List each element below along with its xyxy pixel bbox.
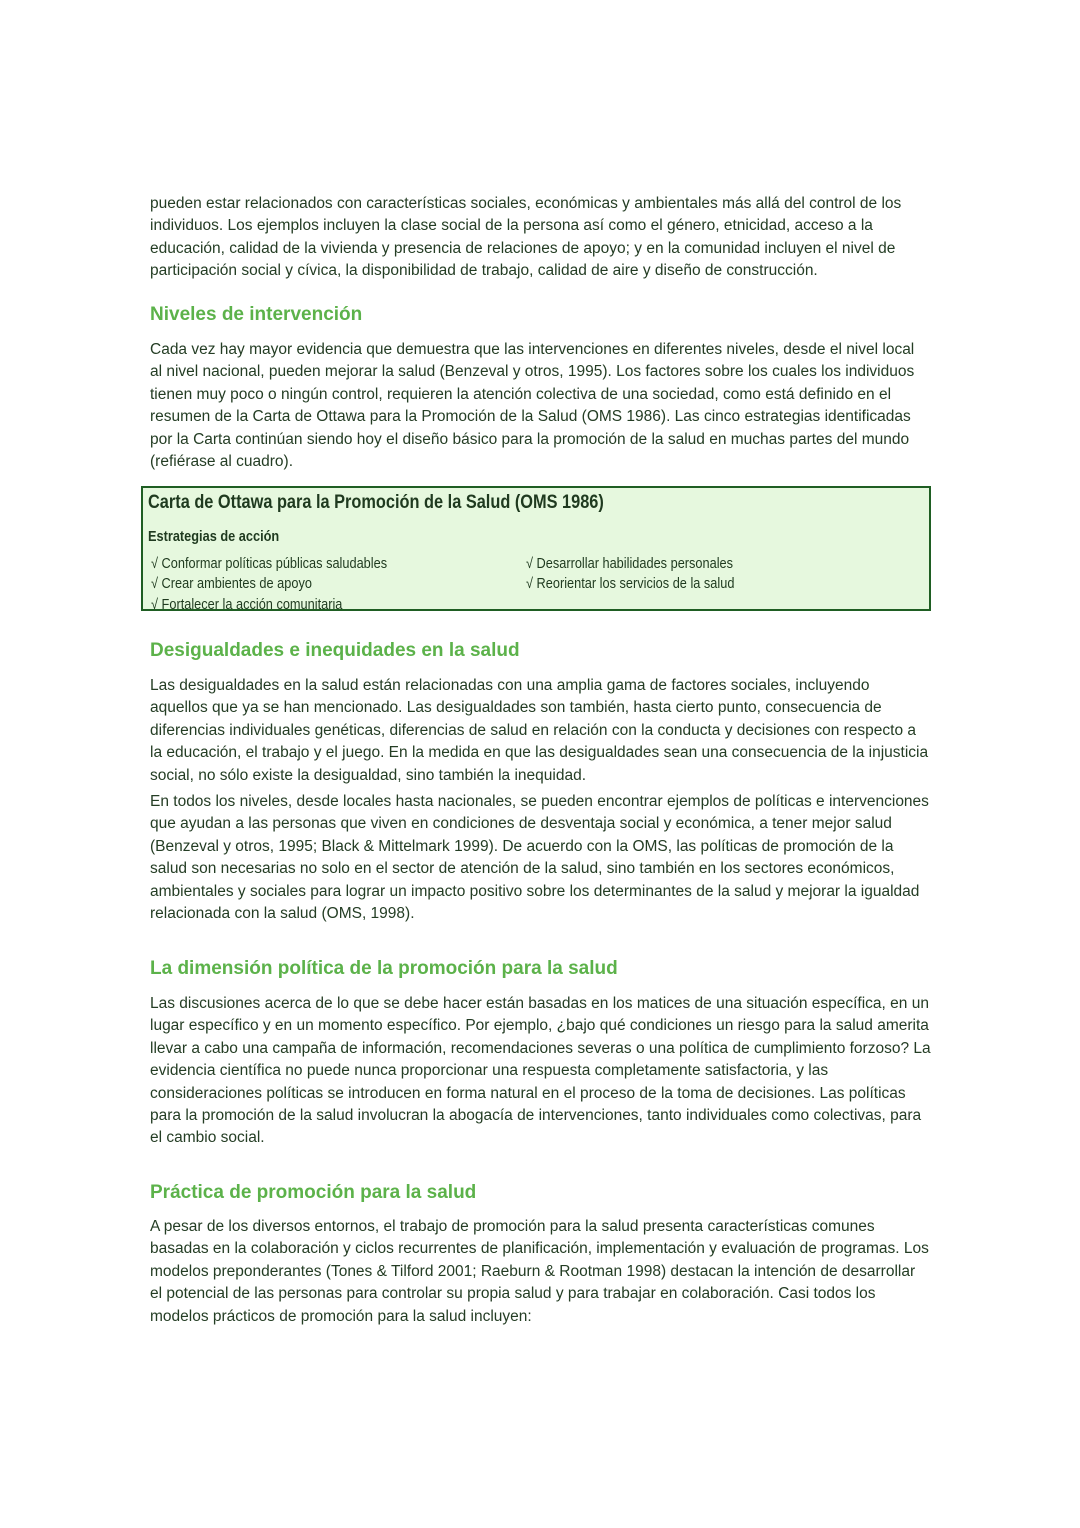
box-subtitle: Estrategias de acción bbox=[148, 529, 280, 545]
paragraph-politica: Las discusiones acerca de lo que se debe hacer están basadas en los matices de una situación específica, en un lugar específico y en un momento específico. Por ejemplo, ¿bajo qué condiciones un riesgo para la salud amerita llevar a cabo una campaña de información, recomendaciones severas o una política de cumplimiento forzoso? La evidencia científica no puede nunca proporcionar una respuesta completamente satisfactoria, y las consideraciones políticas se introducen en forma natural en el proceso de la toma de decisiones. Las políticas para la promoción de la salud involucran la abogacía de intervenciones, tanto individuales como colectivas, para el cambio social. bbox=[150, 995, 931, 1147]
heading-practica: Práctica de promoción para la salud bbox=[150, 1182, 477, 1203]
box-item: √ Fortalecer la acción comunitaria bbox=[151, 597, 343, 613]
paragraph-practica: A pesar de los diversos entornos, el trabajo de promoción para la salud presenta características comunes basadas en la colaboración y ciclos recurrentes de planificación, implementación y evaluación de programas. Los modelos preponderantes (Tones & Tilford 2001; Raeburn & Rootman 1998) destacan la intención de desarrollar el potencial de las personas para controlar su propia salud y para trabajar en colaboración. Casi todos los modelos prácticos de promoción para la salud incluyen: bbox=[150, 1218, 929, 1325]
intro-paragraph: pueden estar relacionados con características sociales, económicas y ambientales más allá del control de los individuos. Los ejemplos incluyen la clase social de la persona así como el género, etnicidad, acceso a la educación, calidad de la vivienda y presencia de relaciones de apoyo; y en la comunidad incluyen el nivel de participación social y cívica, la disponibilidad de trabajo, calidad de aire y diseño de construcción. bbox=[150, 195, 902, 280]
box-item: √ Reorientar los servicios de la salud bbox=[526, 576, 735, 592]
heading-politica: La dimensión política de la promoción para la salud bbox=[150, 958, 618, 979]
ottawa-charter-box bbox=[141, 486, 931, 611]
box-title: Carta de Ottawa para la Promoción de la Salud (OMS 1986) bbox=[148, 492, 604, 513]
document-body bbox=[150, 193, 930, 283]
box-item: √ Desarrollar habilidades personales bbox=[526, 556, 734, 572]
paragraph-niveles: Cada vez hay mayor evidencia que demuestra que las intervenciones en diferentes niveles, desde el nivel local al nivel nacional, pueden mejorar la salud (Benzeval y otros, 1995). Los factores sobre los cuales los individuos tienen muy poco o ningún control, requieren la atención colectiva de una sociedad, como está definido en el resumen de la Carta de Ottawa para la Promoción de la Salud (OMS 1986). Las cinco estrategias identificadas por la Carta continúan siendo hoy el diseño básico para la promoción de la salud en muchas partes del mundo (refiérase al cuadro). bbox=[150, 341, 915, 471]
heading-niveles: Niveles de intervención bbox=[150, 304, 363, 325]
paragraph-desigualdades-1: Las desigualdades en la salud están relacionadas con una amplia gama de factores sociales, incluyendo aquellos que ya se han mencionado. Las desigualdades son también, hasta cierto punto, consecuencia de diferencias individuales genéticas, diferencias de salud en relación con la conducta y decisiones con respecto a la educación, el trabajo y el juego. En la medida en que las desigualdades sean una consecuencia de la injusticia social, no sólo existe la desigualdad, sino también la inequidad. bbox=[150, 677, 929, 784]
box-item: √ Conformar políticas públicas saludables bbox=[151, 556, 388, 572]
box-item: √ Crear ambientes de apoyo bbox=[151, 576, 312, 592]
paragraph-desigualdades-2: En todos los niveles, desde locales hasta nacionales, se pueden encontrar ejemplos de políticas e intervenciones que ayudan a las personas que viven en condiciones de desventaja social y económica, a tener mejor salud (Benzeval y otros, 1995; Black & Mittelmark 1999). De acuerdo con la OMS, las políticas de promoción de la salud son necesarias no solo en el sector de atención de la salud, sino también en los sectores económicos, ambientales y sociales para lograr un impacto positivo sobre los determinantes de la salud y mejorar la igualdad relacionada con la salud (OMS, 1998). bbox=[150, 793, 929, 923]
heading-desigualdades: Desigualdades e inequidades en la salud bbox=[150, 640, 520, 661]
